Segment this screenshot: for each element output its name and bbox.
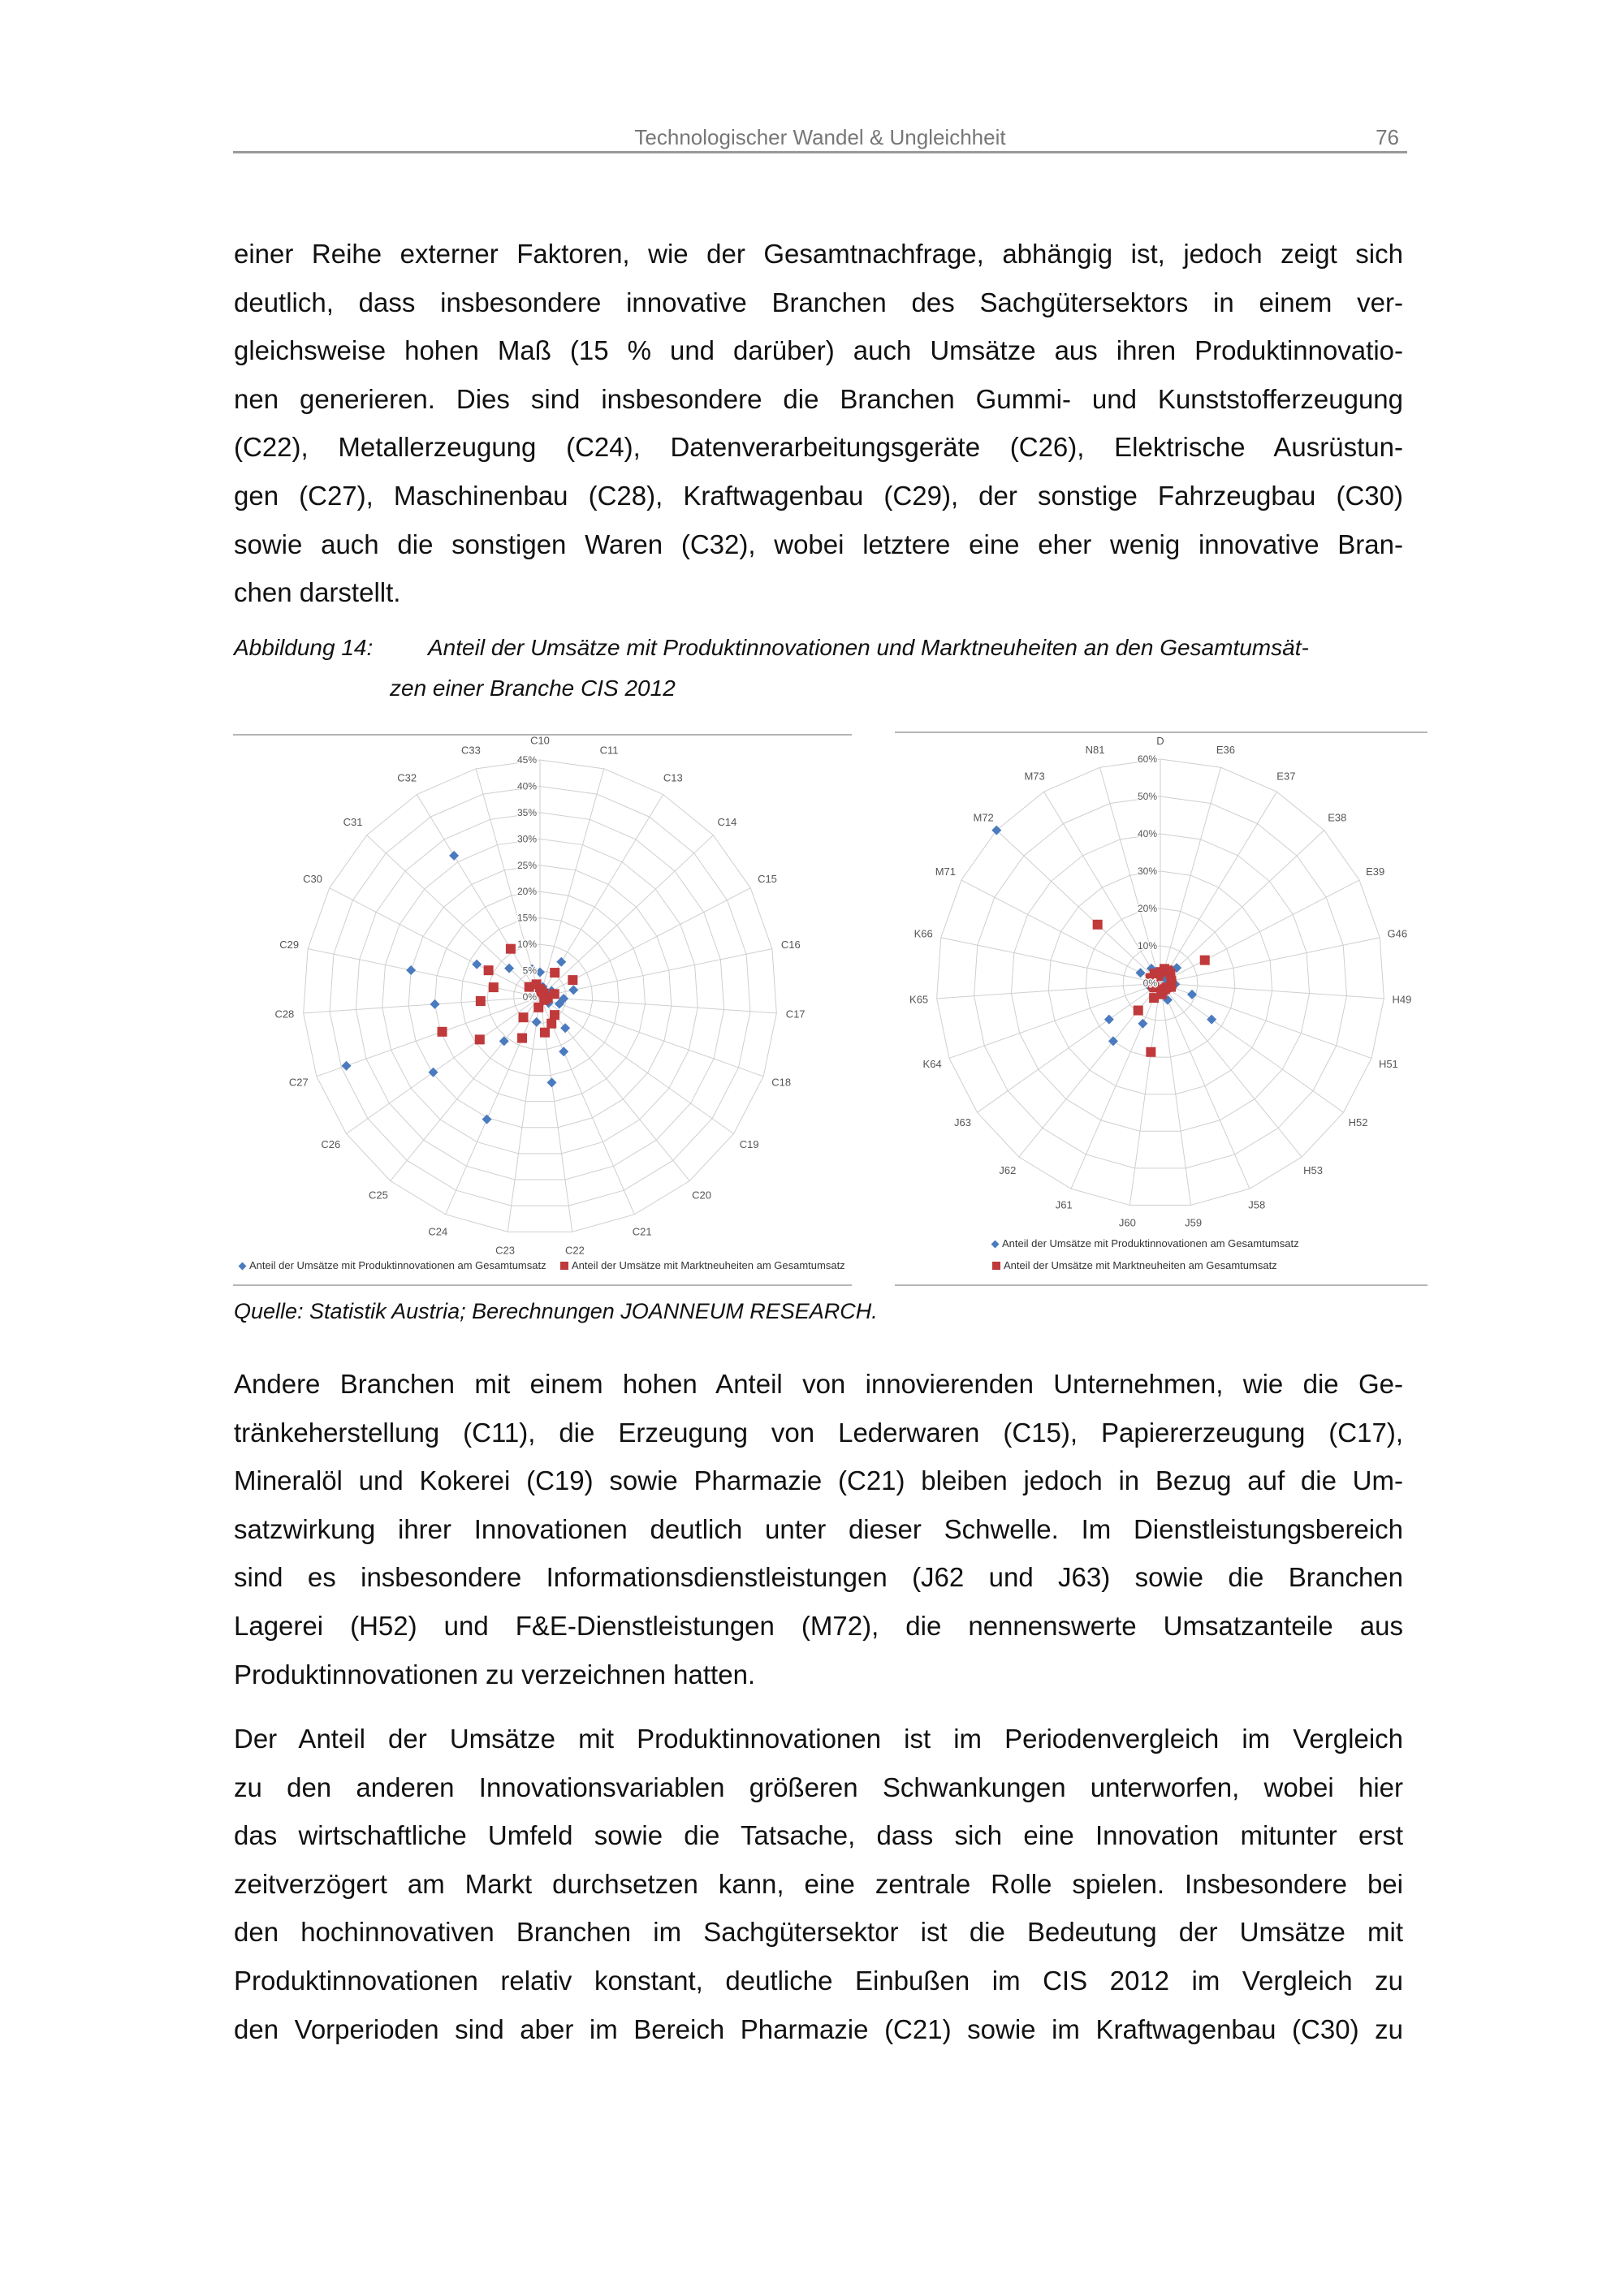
data-point-marktneuheiten [568, 975, 577, 985]
tick-label: 20% [1137, 903, 1157, 914]
data-point-marktneuheiten [550, 1010, 559, 1020]
text-line: sowie auch die sonstigen Waren (C32), wobei letztere eine eher wenig innovative Bran- [234, 529, 1403, 559]
legend-right-series1 [992, 1237, 1299, 1249]
paragraph-3 [234, 1715, 1403, 2053]
data-point-marktneuheiten [489, 982, 499, 992]
chart-left-bottom-rule [233, 1284, 852, 1286]
category-label: E36 [1216, 743, 1235, 756]
category-label: M71 [935, 865, 956, 878]
data-point-produktinnovationen [546, 1077, 556, 1087]
category-label: C29 [279, 938, 300, 951]
figure-caption-line-2: zen einer Branche CIS 2012 [390, 675, 676, 701]
data-point-marktneuheiten [546, 1019, 556, 1029]
category-label: G46 [1387, 927, 1408, 940]
text-line: Andere Branchen mit einem hohen Anteil von innovierenden Unternehmen, wie die Ge- [234, 1369, 1403, 1399]
category-label: C30 [303, 872, 322, 885]
grid-spoke [540, 997, 634, 1215]
text-line: (C22), Metallerzeugung (C24), Datenverarbeitungsgeräte (C26), Elektrische Ausrüstun- [234, 432, 1403, 463]
grid-spoke [1160, 983, 1343, 1112]
paragraph-2 [234, 1360, 1403, 1698]
paragraph-1 [234, 230, 1403, 617]
data-point-marktneuheiten [540, 1028, 550, 1038]
radar-chart-services [895, 734, 1427, 1229]
category-label: K64 [922, 1057, 942, 1070]
diamond-marker-icon [239, 1262, 247, 1271]
data-point-produktinnovationen [560, 1023, 570, 1033]
grid-spoke [508, 997, 540, 1232]
grid-spoke [1160, 831, 1324, 983]
data-point-produktinnovationen [1104, 1015, 1114, 1025]
text-line: chen darstellt. [234, 577, 401, 608]
grid-spoke [540, 997, 776, 1013]
data-point-marktneuheiten [475, 1034, 485, 1044]
data-point-marktneuheiten [1093, 920, 1103, 930]
category-label: C26 [321, 1137, 341, 1150]
category-label: C14 [717, 815, 737, 828]
grid-spoke [1160, 792, 1276, 983]
grid-spoke [446, 997, 540, 1215]
tick-label: 30% [1137, 865, 1157, 877]
figure-caption-line-1: Anteil der Umsätze mit Produktinnovationen und Marktneuheiten an den Gesamtumsät- [428, 635, 1309, 660]
radar-chart-manufacturing [233, 736, 852, 1255]
category-label: J60 [1118, 1216, 1136, 1229]
data-point-produktinnovationen [429, 1068, 438, 1077]
text-line: zu den anderen Innovationsvariablen größeren Schwankungen unterworfen, wobei hier [234, 1772, 1403, 1802]
tick-label: 40% [1137, 828, 1157, 839]
category-label: C25 [369, 1189, 388, 1202]
data-point-marktneuheiten [1134, 1006, 1143, 1016]
grid-spoke [540, 769, 604, 997]
grid-spoke [308, 949, 540, 997]
square-marker-icon [560, 1262, 568, 1270]
text-line: Produktinnovationen relativ konstant, deutliche Einbußen im CIS 2012 im Vergleich zu [234, 1965, 1403, 1996]
category-label: E38 [1328, 811, 1347, 824]
page-header [233, 122, 1407, 153]
category-label: H52 [1348, 1116, 1368, 1129]
legend-label: Anteil der Umsätze mit Produktinnovationen am Gesamtumsatz [249, 1259, 546, 1271]
grid-spoke [540, 835, 713, 997]
category-label: J61 [1055, 1198, 1073, 1211]
data-point-marktneuheiten [532, 979, 542, 989]
category-label: C33 [460, 744, 481, 757]
grid-spoke [949, 983, 1160, 1058]
data-point-marktneuheiten [1200, 956, 1210, 965]
tick-label: 40% [516, 780, 537, 792]
grid-spoke [941, 938, 1160, 983]
grid-spoke [978, 983, 1160, 1112]
tick-label: 60% [1137, 753, 1157, 765]
data-point-produktinnovationen [1207, 1015, 1216, 1025]
grid-spoke [1071, 983, 1160, 1189]
text-line: den Vorperioden sind aber im Bereich Pharmazie (C21) sowie im Kraftwagenbau (C30) zu [234, 2013, 1403, 2044]
tick-label: 20% [516, 886, 537, 898]
grid-spoke [346, 997, 540, 1133]
data-point-produktinnovationen [559, 1047, 568, 1056]
tick-label: 35% [516, 806, 537, 818]
data-point-produktinnovationen [482, 1115, 492, 1124]
category-label: J58 [1248, 1198, 1266, 1211]
text-line: Der Anteil der Umsätze mit Produktinnovationen ist im Periodenvergleich im Vergleich [234, 1724, 1403, 1754]
tick-label: 0% [1142, 978, 1157, 989]
grid-spoke [1160, 983, 1250, 1189]
category-label: C10 [530, 736, 550, 747]
grid-spoke [330, 888, 540, 997]
category-label: J59 [1185, 1216, 1203, 1229]
legend-label: Anteil der Umsätze mit Produktinnovationen am Gesamtumsatz [1002, 1237, 1299, 1249]
category-label: C19 [739, 1137, 759, 1150]
data-point-produktinnovationen [532, 1017, 542, 1027]
figure-source: Quelle: Statistik Austria; Berechnungen JOANNEUM RESEARCH. [234, 1299, 878, 1323]
category-label: C20 [692, 1189, 711, 1202]
category-label: K65 [909, 993, 929, 1006]
category-label: M73 [1024, 770, 1045, 783]
grid-spoke [1160, 880, 1359, 983]
data-point-produktinnovationen [1135, 968, 1145, 978]
tick-label: 15% [516, 912, 537, 924]
text-line: sind es insbesondere Informationsdienstleistungen (J62 und J63) sowie die Branchen [234, 1562, 1403, 1593]
figure-label: Abbildung 14: [234, 635, 374, 660]
data-point-marktneuheiten [1146, 1047, 1155, 1057]
category-label: C21 [632, 1225, 652, 1238]
category-label: C31 [343, 815, 363, 828]
data-point-marktneuheiten [484, 965, 494, 975]
data-point-produktinnovationen [1138, 1019, 1147, 1029]
legend-left-series1 [240, 1259, 546, 1271]
text-line: tränkeherstellung (C11), die Erzeugung von Lederwaren (C15), Papiererzeugung (C17), [234, 1417, 1403, 1448]
category-label: E37 [1276, 770, 1296, 783]
text-line: deutlich, dass insbesondere innovative Branchen des Sachgütersektors in einem ver- [234, 287, 1403, 317]
tick-label: 10% [1137, 940, 1157, 952]
data-point-marktneuheiten [533, 1003, 543, 1012]
tick-label: 25% [516, 859, 537, 871]
header-title: Technologischer Wandel & Ungleichheit [634, 125, 1006, 149]
category-label: H53 [1303, 1164, 1324, 1177]
tick-label: 10% [516, 939, 537, 951]
legend-label: Anteil der Umsätze mit Marktneuheiten am Gesamtumsatz [572, 1259, 845, 1271]
chart-right-top-rule [895, 732, 1427, 733]
grid-spoke [540, 997, 734, 1133]
tick-label: 50% [1137, 791, 1157, 802]
category-label: J62 [999, 1164, 1017, 1177]
category-label: C32 [397, 771, 417, 784]
data-point-marktneuheiten [476, 996, 486, 1006]
category-label: E39 [1366, 865, 1385, 878]
category-label: K66 [914, 927, 933, 940]
data-point-marktneuheiten [550, 968, 559, 978]
grid-spoke [996, 831, 1160, 983]
diamond-marker-icon [991, 1241, 1000, 1249]
category-label: J63 [953, 1116, 971, 1129]
data-point-produktinnovationen [556, 957, 566, 967]
data-point-produktinnovationen [449, 851, 459, 861]
grid-spoke [476, 769, 540, 997]
tick-label: 0% [522, 991, 537, 1003]
text-line: Mineralöl und Kokerei (C19) sowie Pharmazie (C21) bleiben jedoch in Bezug auf die Um- [234, 1465, 1403, 1496]
data-point-produktinnovationen [430, 999, 440, 1009]
category-label: C24 [428, 1225, 448, 1238]
grid-spoke [304, 997, 540, 1013]
text-line: gleichsweise hohen Maß (15 % und darüber) auch Umsätze aus ihren Produktinnovatio- [234, 335, 1403, 366]
legend-label: Anteil der Umsätze mit Marktneuheiten am Gesamtumsatz [1004, 1259, 1277, 1271]
tick-label: 5% [522, 965, 537, 977]
category-label: C17 [785, 1008, 806, 1021]
page-number: 76 [1376, 125, 1399, 149]
text-line: zeitverzögert am Markt durchsetzen kann, eine zentrale Rolle spielen. Insbesondere bei [234, 1868, 1403, 1899]
category-label: H51 [1378, 1057, 1398, 1070]
text-line: Lagerei (H52) und F&E-Dienstleistungen (M72), die nennenswerte Umsatzanteile aus [234, 1610, 1403, 1641]
category-label: C18 [771, 1076, 792, 1089]
category-label: H49 [1392, 993, 1412, 1006]
category-label: M72 [973, 811, 994, 824]
square-marker-icon [992, 1262, 1000, 1270]
text-line: den hochinnovativen Branchen im Sachgütersektor ist die Bedeutung der Umsätze mit [234, 1917, 1403, 1948]
data-point-marktneuheiten [1149, 993, 1159, 1003]
category-label: C28 [274, 1008, 295, 1021]
legend-left-series2 [560, 1259, 845, 1271]
data-point-produktinnovationen [499, 1036, 509, 1046]
data-point-produktinnovationen [472, 960, 482, 969]
category-label: C11 [599, 744, 619, 757]
category-label: C13 [663, 771, 683, 784]
data-point-produktinnovationen [568, 985, 578, 995]
category-label: C16 [780, 938, 801, 951]
category-label: C27 [288, 1076, 309, 1089]
category-label: N81 [1085, 743, 1105, 756]
data-point-produktinnovationen [342, 1061, 352, 1071]
chart-right-bottom-rule [895, 1284, 1427, 1286]
tick-label: 45% [516, 754, 537, 766]
category-label: C15 [758, 872, 777, 885]
grid-spoke [1044, 792, 1160, 983]
text-line: das wirtschaftliche Umfeld sowie die Tatsache, dass sich eine Innovation mitunter erst [234, 1820, 1403, 1851]
data-point-produktinnovationen [1187, 990, 1197, 999]
grid-spoke [1160, 938, 1380, 983]
text-line: einer Reihe externer Faktoren, wie der Gesamtnachfrage, abhängig ist, jedoch zeigt sich [234, 239, 1403, 269]
text-line: gen (C27), Maschinenbau (C28), Kraftwagenbau (C29), der sonstige Fahrzeugbau (C30) [234, 480, 1403, 511]
data-point-marktneuheiten [438, 1027, 447, 1037]
text-line: Produktinnovationen zu verzeichnen hatten. [234, 1659, 756, 1690]
legend-right-series2 [992, 1259, 1277, 1271]
category-label: D [1156, 734, 1164, 747]
data-point-produktinnovationen [406, 965, 416, 975]
data-point-marktneuheiten [517, 1034, 527, 1043]
text-line: satzwirkung ihrer Innovationen deutlich unter dieser Schwelle. Im Dienstleistungsbereich [234, 1513, 1403, 1544]
text-line: nen generieren. Dies sind insbesondere die Branchen Gummi- und Kunststofferzeugung [234, 383, 1403, 414]
category-label: C23 [495, 1244, 515, 1255]
tick-label: 30% [516, 833, 537, 845]
category-label: C22 [565, 1244, 585, 1255]
grid-spoke [1160, 767, 1220, 983]
data-point-marktneuheiten [506, 944, 516, 954]
data-point-marktneuheiten [519, 1012, 529, 1022]
grid-spoke [961, 880, 1160, 983]
